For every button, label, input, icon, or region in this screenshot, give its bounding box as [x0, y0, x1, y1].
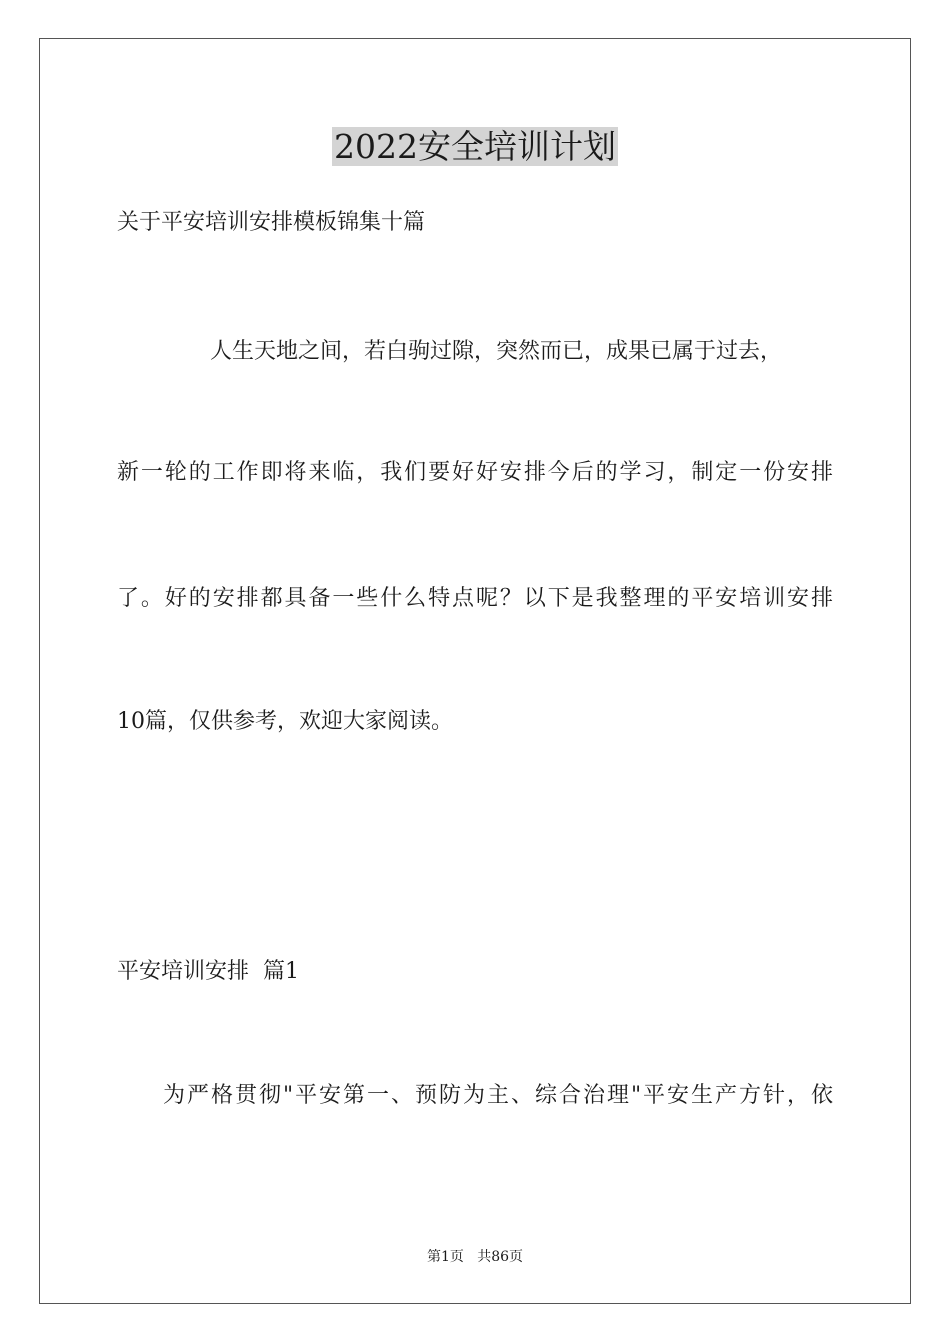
- intro-line-2: 新一轮的工作即将来临，我们要好好安排今后的学习，制定一份安排: [117, 460, 833, 485]
- section-heading: 平安培训安排 篇1: [117, 959, 299, 984]
- section-paragraph-line: 为严格贯彻"平安第一、预防为主、综合治理"平安生产方针，依: [163, 1083, 833, 1108]
- intro-line-1: 人生天地之间，若白驹过隙，突然而已，成果已属于过去，: [210, 339, 783, 364]
- document-subtitle: 关于平安培训安排模板锦集十篇: [117, 210, 426, 235]
- document-title-text: 2022安全培训计划: [334, 127, 616, 166]
- intro-line-3: 了。好的安排都具备一些什么特点呢？以下是我整理的平安培训安排: [117, 586, 833, 611]
- intro-line-4: 10篇，仅供参考，欢迎大家阅读。: [117, 709, 453, 734]
- document-title: [0, 126, 950, 168]
- page-number-footer: 第1页 共86页: [426, 1249, 524, 1265]
